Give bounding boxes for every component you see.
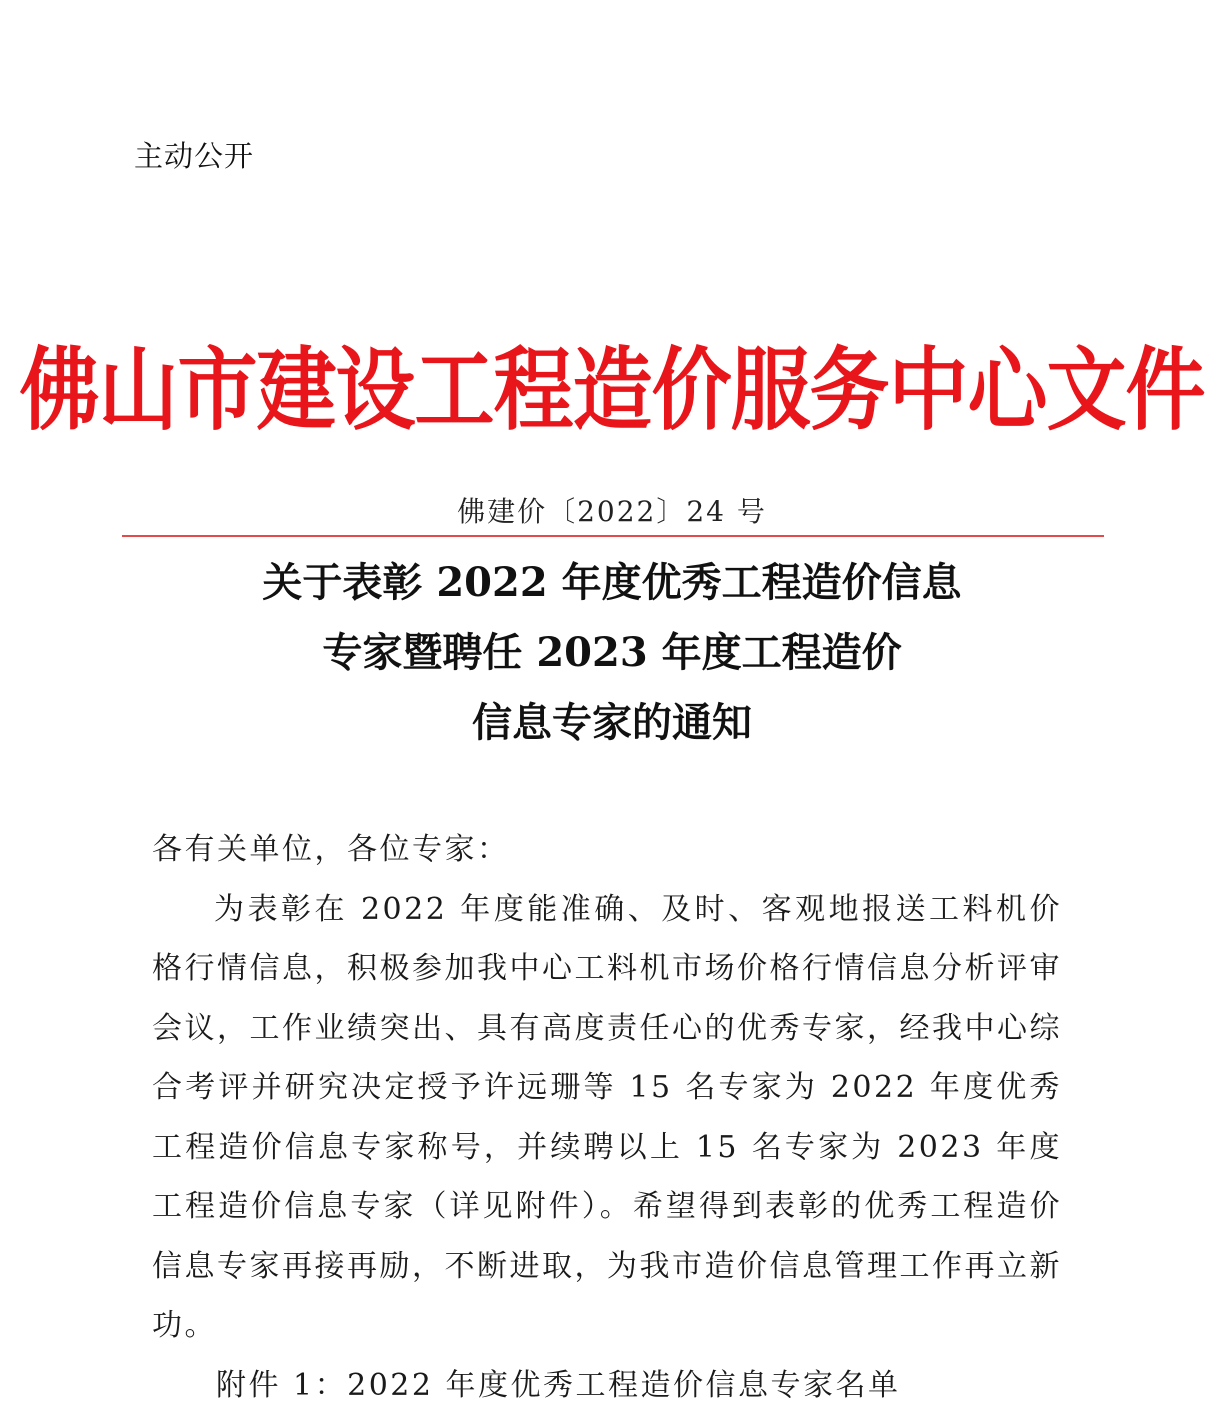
salutation: 各有关单位，各位专家： [152,832,510,867]
disclosure-label: 主动公开 [134,139,255,173]
notice-title-line-3: 信息专家的通知 [472,699,752,746]
notice-title [0,548,1224,758]
issuer-heading: 佛山市建设工程造价服务中心文件 [19,337,1205,443]
red-divider-line [122,535,1104,537]
body-paragraph: 为表彰在 2022 年度能准确、及时、客观地报送工料机价格行情信息，积极参加我中心工料机市场价格行情信息分析评审会议，工作业绩突出、具有高度责任心的优秀专家，经我中心综合考评并研究决定授予许远珊等 15 名专家为 2022 年度优秀工程造价信息专家称号，并续聘以上 15 名专家为 2023 年度工程造价信息专家（详见附件）。希望得到表彰的优秀工程造价信息专家再接再励，不断进取，为我市造价信息管理工作再立新功。 [152,891,1062,1343]
notice-title-line-1: 关于表彰 2022 年度优秀工程造价信息 [262,559,962,606]
notice-title-line-2: 专家暨聘任 2023 年度工程造价 [322,629,902,676]
document-number: 佛建价〔2022〕24 号 [457,495,767,528]
notice-body [152,820,1062,1356]
attachment-line: 附件 1：2022 年度优秀工程造价信息专家名单 [216,1368,901,1403]
